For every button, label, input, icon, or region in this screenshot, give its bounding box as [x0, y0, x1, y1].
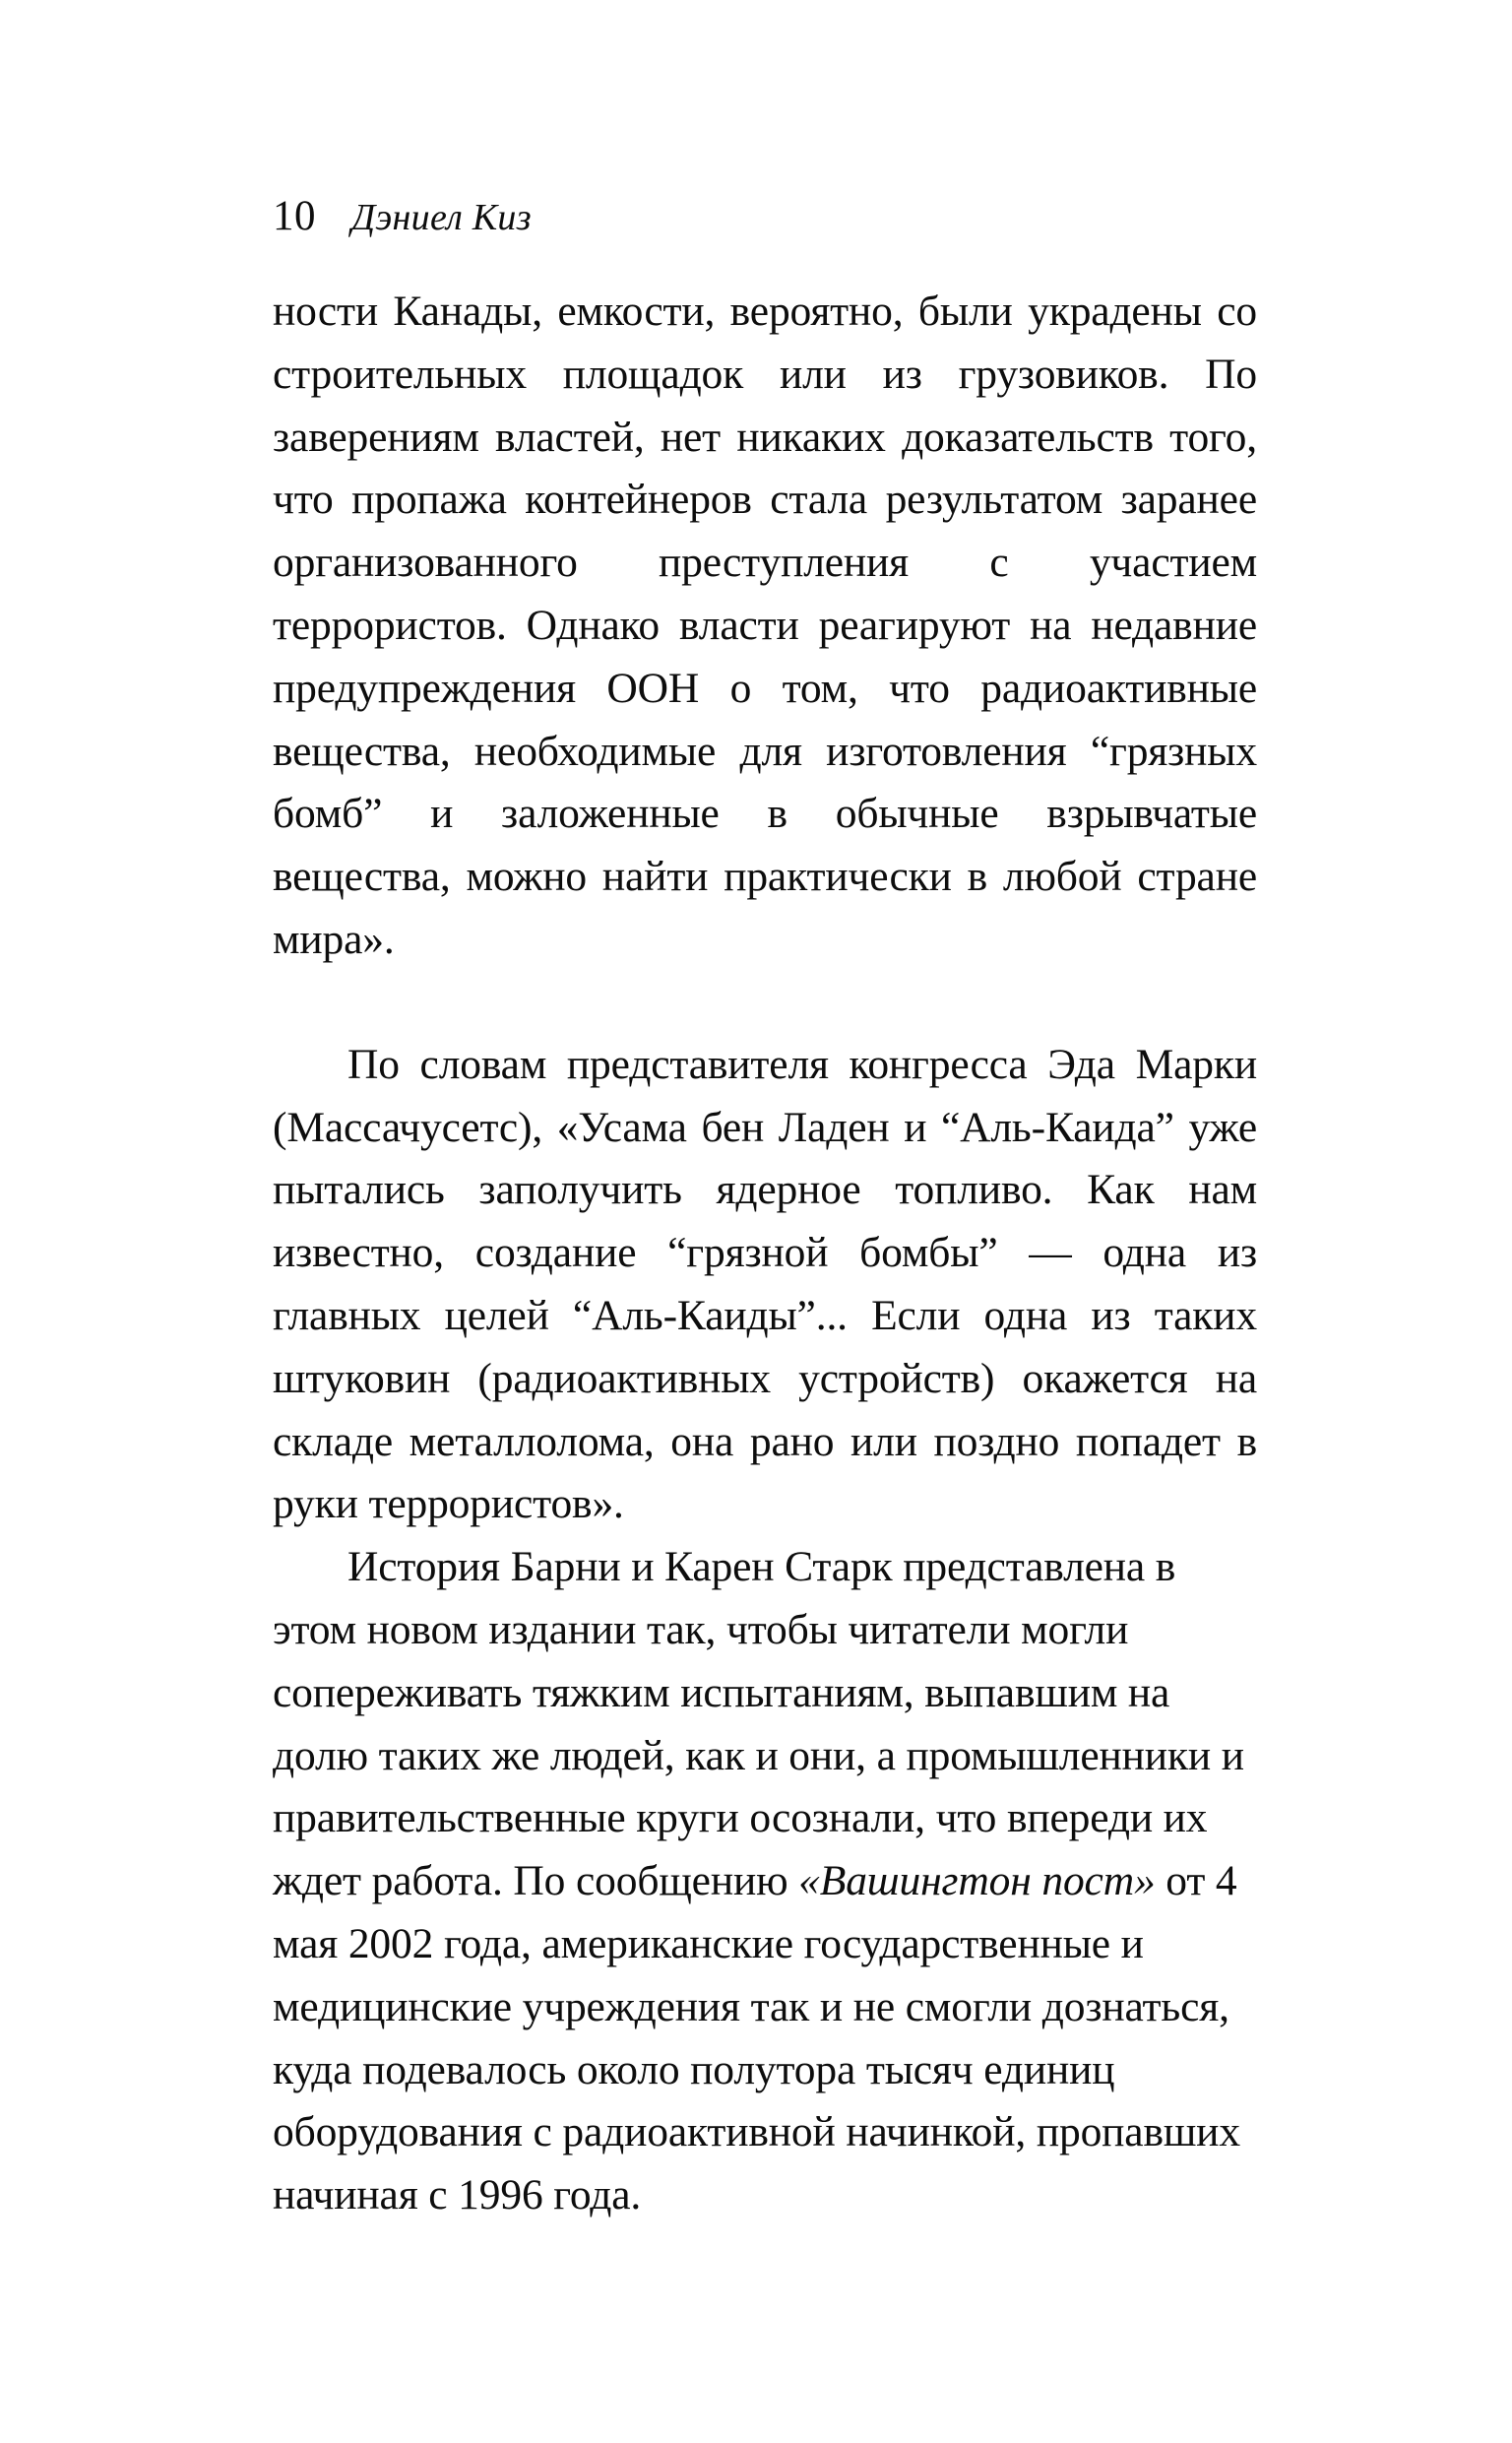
- running-head: [273, 195, 532, 237]
- paragraph-markey-quote: По словам представителя конгресса Эда Марки (Массачусетс), «Усама бен Ладен и “Аль-Каида” уже пытались заполучить ядерное топливо. Как нам известно, создание “грязной бомбы” — одна из главных целей “Аль-Каиды”... Если одна из таких штуковин (радиоактивных устройств) окажется на складе металлолома, она рано или поздно попадет в руки террористов».: [273, 1040, 1257, 1528]
- paragraph-stark-story: [273, 1536, 1257, 2227]
- running-author-name: Дэниел Киз: [351, 197, 532, 238]
- paragraph-spacer: [273, 972, 1257, 1034]
- newspaper-title: «Вашингтон пост»: [798, 1857, 1156, 1905]
- page-number: 10: [273, 193, 316, 239]
- paragraph-stark-story-text-after: от 4 мая 2002 года, американские государственные и медицинские учреждения так и не смогли дознаться, куда подевалось около полутора тысяч единиц оборудования с радиоактивной начинкой, пропавших начиная с 1996 года.: [273, 1857, 1240, 2219]
- text-block: [273, 281, 1257, 2227]
- paragraph-stark-story-text-before: История Барни и Карен Старк представлена в этом новом издании так, чтобы читатели могли сопереживать тяжким испытаниям, выпавшим на долю таких же людей, как и они, а промышленники и правительственные круги осознали, что впереди их ждет работа. По сообщению: [273, 1543, 1244, 1905]
- paragraph-continuation: ности Канады, емкости, вероятно, были украдены со строительных площадок или из грузовиков. По заверениям властей, нет никаких доказательств того, что пропажа контейнеров стала результатом заранее организованного преступления с участием террористов. Однако власти реагируют на недавние предупреждения ООН о том, что радиоактивные вещества, необходимые для изготовления “грязных бомб” и заложенные в обычные взрывчатые вещества, можно найти практически в любой стране мира».: [273, 288, 1257, 963]
